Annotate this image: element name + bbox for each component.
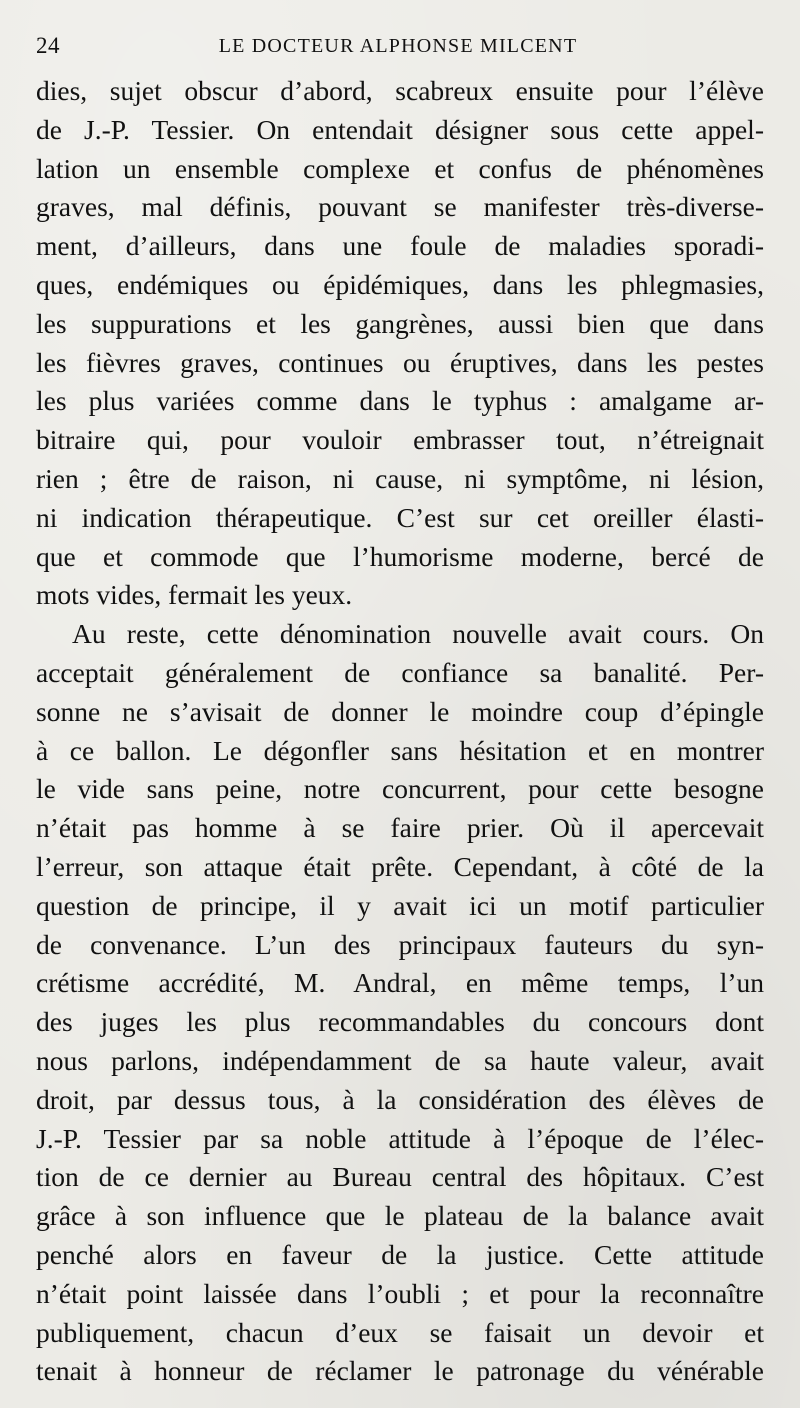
text-line: J.-P. Tessier par sa noble attitude à l’époque de l’élec- <box>36 1122 764 1154</box>
text-line: rien ; être de raison, ni cause, ni symptôme, ni lésion, <box>36 462 764 494</box>
text-line: droit, par dessus tous, à la considération des élèves de <box>36 1083 764 1115</box>
running-head: LE DOCTEUR ALPHONSE MILCENT <box>218 35 578 57</box>
text-line: des juges les plus recommandables du concours dont <box>36 1006 764 1038</box>
text-line: nous parlons, indépendamment de sa haute valeur, avait <box>36 1044 764 1076</box>
text-line: graves, mal définis, pouvant se manifester très-diverse- <box>36 191 764 223</box>
body-text <box>36 72 764 1391</box>
text-line: ment, d’ailleurs, dans une foule de maladies sporadi- <box>36 230 764 262</box>
text-line: à ce ballon. Le dégonfler sans hésitation et en montrer <box>36 734 764 766</box>
text-line: les fièvres graves, continues ou éruptives, dans les pestes <box>36 346 764 378</box>
text-line: les plus variées comme dans le typhus : amalgame ar- <box>36 385 764 417</box>
text-line: Au reste, cette dénomination nouvelle avait cours. On <box>72 618 764 650</box>
text-line: penché alors en faveur de la justice. Cette attitude <box>36 1238 764 1270</box>
text-line: mots vides, fermait les yeux. <box>36 579 353 611</box>
text-line: crétisme accrédité, M. Andral, en même temps, l’un <box>36 967 764 999</box>
text-line: publiquement, chacun d’eux se faisait un devoir et <box>36 1316 764 1348</box>
text-line: ques, endémiques ou épidémiques, dans les phlegmasies, <box>36 268 764 300</box>
text-line: n’était pas homme à se faire prier. Où il apercevait <box>36 812 764 844</box>
text-line: n’était point laissée dans l’oubli ; et pour la reconnaître <box>36 1277 764 1309</box>
text-line: sonne ne s’avisait de donner le moindre coup d’épingle <box>36 695 764 727</box>
text-line: question de principe, il y avait ici un motif particulier <box>36 889 764 921</box>
text-line: de J.-P. Tessier. On entendait désigner sous cette appel- <box>36 113 764 145</box>
text-line: le vide sans peine, notre concurrent, pour cette besogne <box>36 773 764 805</box>
text-line: que et commode que l’humorisme moderne, bercé de <box>36 540 764 572</box>
text-line: bitraire qui, pour vouloir embrasser tout, n’étreignait <box>36 424 764 456</box>
page-number: 24 <box>36 33 60 58</box>
text-line: lation un ensemble complexe et confus de phénomènes <box>36 152 764 184</box>
text-line: tenait à honneur de réclamer le patronage du vénérable <box>36 1355 764 1387</box>
text-line: tion de ce dernier au Bureau central des hôpitaux. C’est <box>36 1161 764 1193</box>
text-line: grâce à son influence que le plateau de la balance avait <box>36 1200 764 1232</box>
page-header <box>36 33 760 63</box>
text-line: acceptait généralement de confiance sa banalité. Per- <box>36 656 764 688</box>
text-line: les suppurations et les gangrènes, aussi bien que dans <box>36 307 764 339</box>
text-line: l’erreur, son attaque était prête. Cependant, à côté de la <box>36 850 764 882</box>
text-line: ni indication thérapeutique. C’est sur cet oreiller élasti- <box>36 501 764 533</box>
text-line: dies, sujet obscur d’abord, scabreux ensuite pour l’élève <box>36 75 764 106</box>
text-line: de convenance. L’un des principaux fauteurs du syn- <box>36 928 764 960</box>
